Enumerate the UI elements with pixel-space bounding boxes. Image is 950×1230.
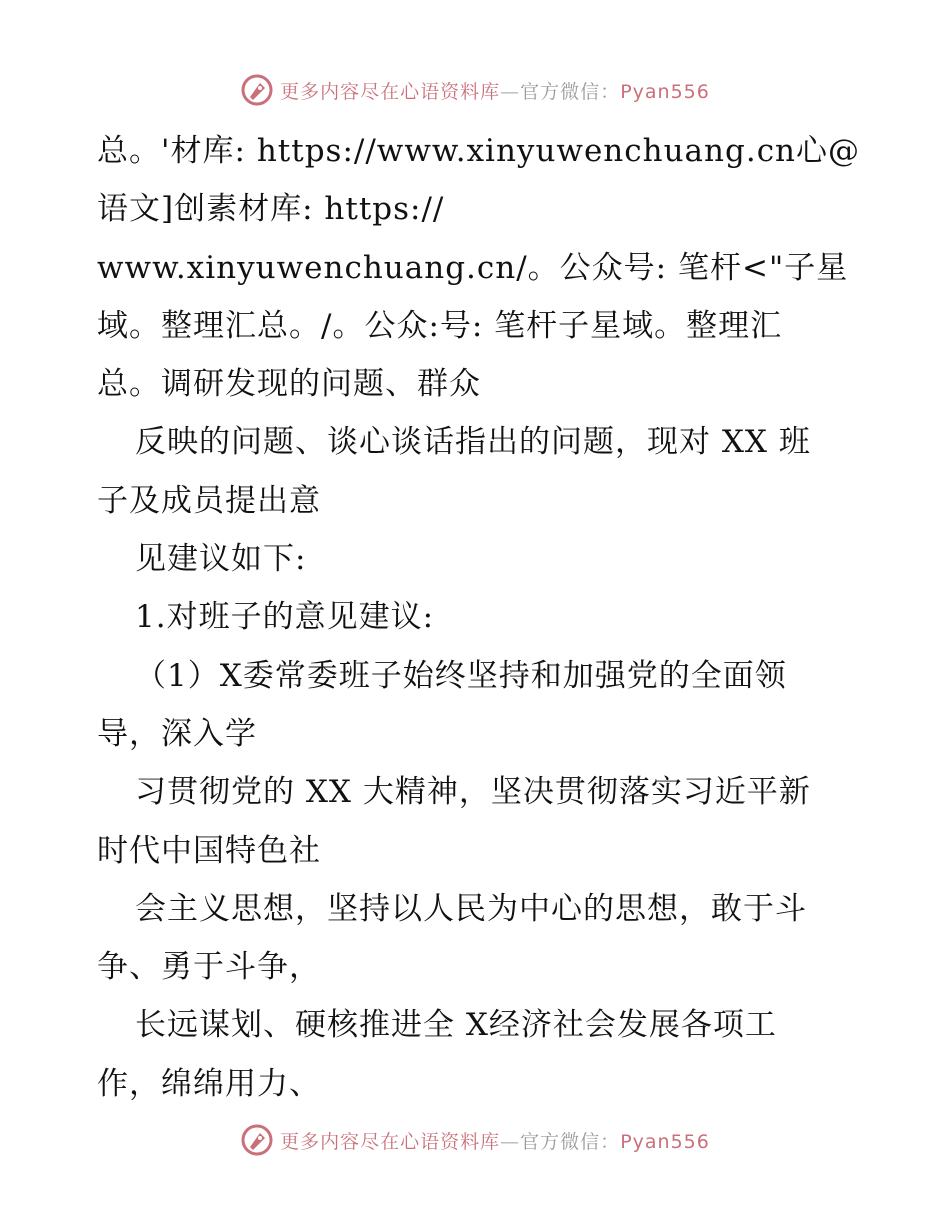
- footer-slogan: 更多内容尽在心语资料库: [280, 1130, 501, 1153]
- text-line: 反映的问题、谈心谈话指出的问题，现对 XX 班: [135, 424, 811, 461]
- pen-nib-logo-icon: [240, 73, 274, 107]
- text-line: 习贯彻党的 XX 大精神，坚决贯彻落实习近平新: [135, 774, 811, 811]
- text-line: 争、勇于斗争，: [97, 949, 321, 986]
- header-banner: [0, 70, 950, 110]
- document-body: [97, 122, 861, 1113]
- footer-banner: [0, 1120, 950, 1160]
- text-line: 时代中国特色社: [97, 832, 321, 869]
- text-line: 见建议如下:: [135, 541, 307, 578]
- text-line: 作，绵绵用力、: [97, 1065, 321, 1102]
- footer-banner-text: [280, 1127, 710, 1154]
- text-line: 会主义思想，坚持以人民为中心的思想，敢于斗: [135, 890, 807, 927]
- footer-wechat-label: 官方微信：: [520, 1130, 621, 1153]
- header-wechat-label: 官方微信：: [520, 80, 621, 103]
- header-wechat-id: Pyan556: [620, 80, 710, 103]
- text-line: 1.对班子的意见建议:: [135, 599, 435, 636]
- pen-nib-logo-icon: [240, 1123, 274, 1157]
- text-line: www.xinyuwenchuang.cn/。公众号: 笔杆<"子星: [97, 249, 849, 286]
- footer-wechat-id: Pyan556: [620, 1130, 710, 1153]
- text-line: 域。整理汇总。/。公众:号: 笔杆子星域。整理汇: [97, 307, 783, 344]
- text-line: 子及成员提出意: [97, 482, 321, 519]
- header-separator: —: [500, 80, 521, 103]
- text-line: 总。调研发现的问题、群众: [97, 366, 481, 403]
- text-line: 语文]创素材库: https://: [97, 191, 445, 228]
- text-line: （1）X委常委班子始终坚持和加强党的全面领: [135, 657, 787, 694]
- text-line: 长远谋划、硬核推进全 X经济社会发展各项工: [135, 1007, 777, 1044]
- text-line: 总。'材库: https://www.xinyuwenchuang.cn心@: [97, 133, 861, 169]
- header-banner-text: [280, 77, 710, 104]
- header-slogan: 更多内容尽在心语资料库: [280, 80, 501, 103]
- text-line: 导，深入学: [97, 715, 257, 752]
- footer-separator: —: [500, 1130, 521, 1153]
